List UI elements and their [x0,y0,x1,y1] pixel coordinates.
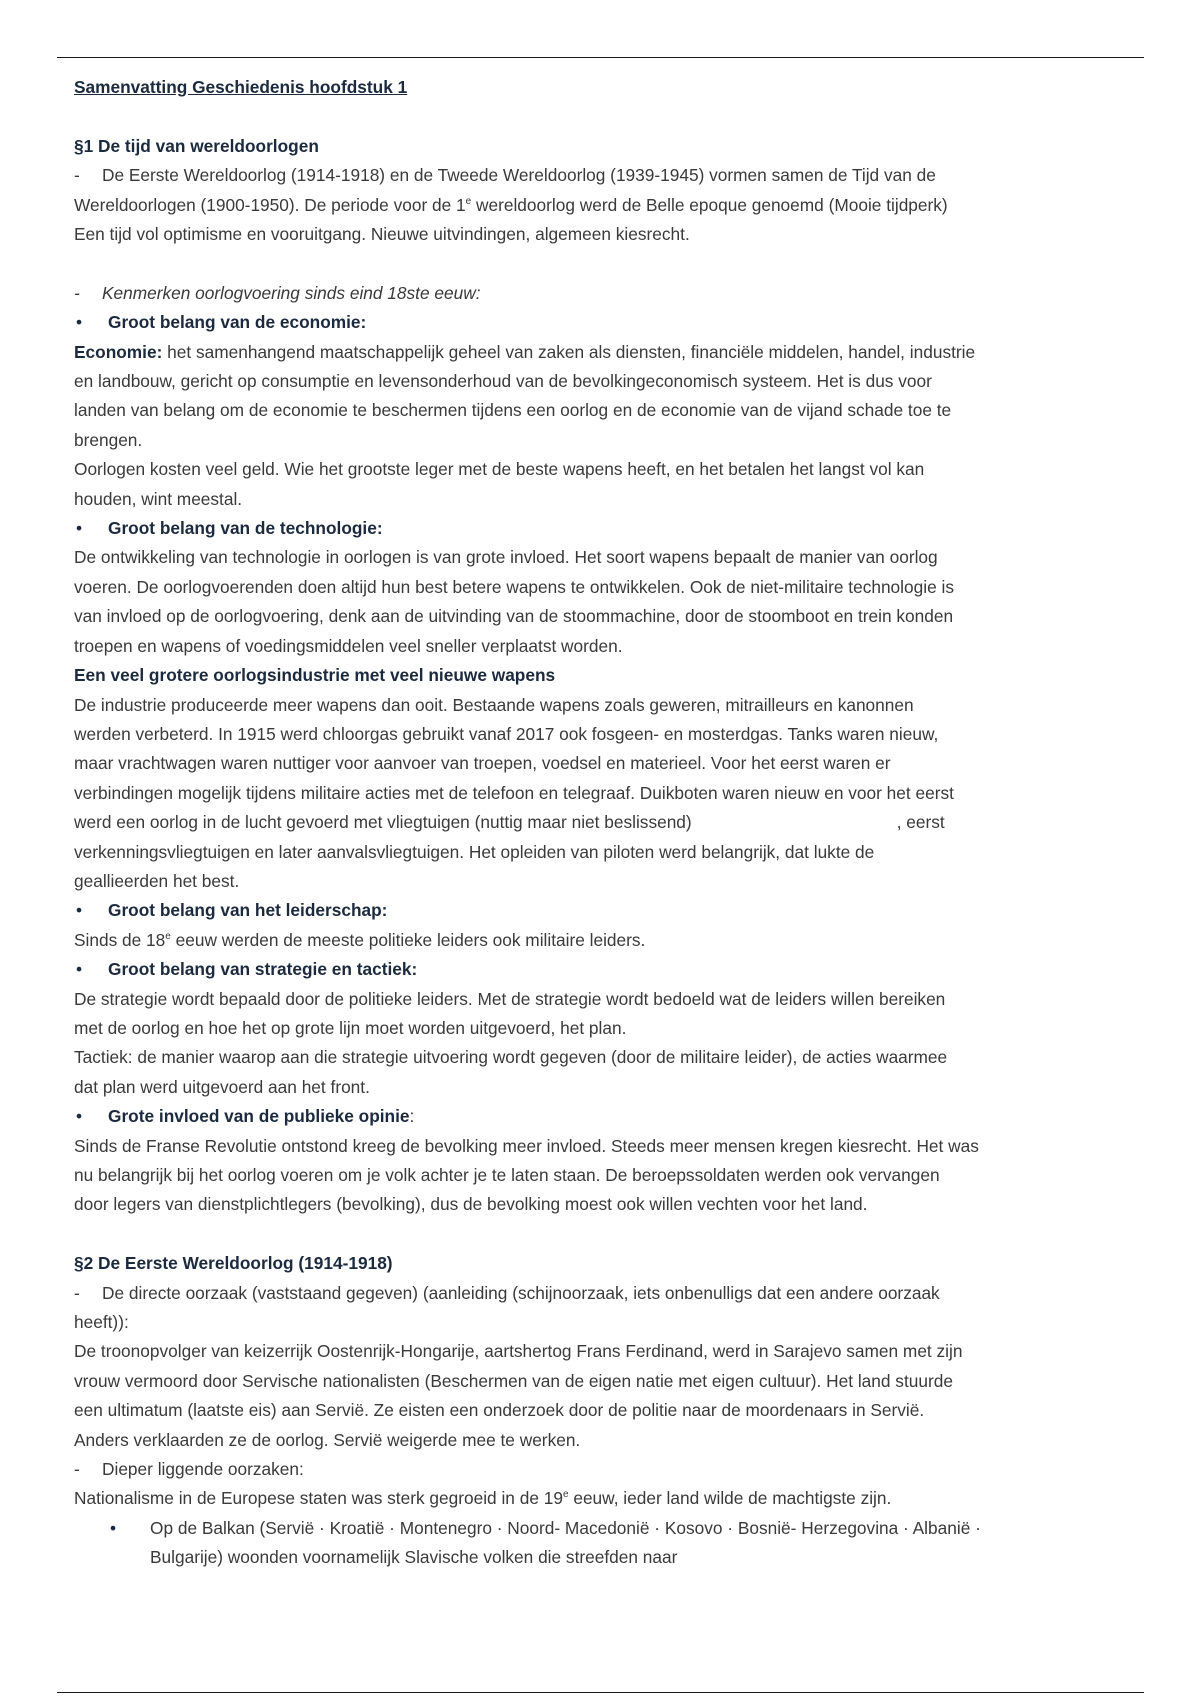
paragraph-line: door legers van dienstplichtlegers (bevolking), dus de bevolking moest ook willen vechten voor het land. [74,1194,868,1215]
industrie-heading: Een veel grotere oorlogsindustrie met veel nieuwe wapens [74,665,556,686]
paragraph-line: voeren. De oorlogvoerenden doen altijd hun best betere wapens te ontwikkelen. Ook de niet-militaire technologie is [74,576,954,597]
bullet-technologie: • Groot belang van de technologie: [74,514,1134,543]
paragraph-line: maar vrachtwagen waren nuttiger voor aanvoer van troepen, voedsel en materieel. Voor het eerst waren er [74,753,891,774]
paragraph-line: - De directe oorzaak (vaststaand gegeven) (aanleiding (schijnoorzaak, iets onbenulligs dat een andere oorzaak [74,1279,1134,1308]
paragraph-line: nu belangrijk bij het oorlog voeren om je volk achter je te laten staan. De beroepssoldaten werden ook vervangen [74,1165,940,1185]
paragraph-line: vrouw vermoord door Servische nationalisten (Beschermen van de eigen natie met eigen cultuur). Het land stuurde [74,1370,953,1391]
bullet-leiderschap: • Groot belang van het leiderschap: [74,896,1134,925]
bullet-strategie: • Groot belang van strategie en tactiek: [74,955,1134,984]
bullet-economie: • Groot belang van de economie: [74,308,1134,337]
document-page [74,73,1134,1573]
paragraph-line: werd een oorlog in de lucht gevoerd met vliegtuigen (nuttig maar niet beslissend) , eerst [74,812,945,833]
paragraph-line: van invloed op de oorlogvoering, denk aan de uitvinding van de stoommachine, door de stoomboot en trein konden [74,606,954,627]
paragraph-line: Oorlogen kosten veel geld. Wie het grootste leger met de beste wapens heeft, en het betalen het langst vol kan [74,459,925,480]
paragraph-line: Anders verklaarden ze de oorlog. Servië weigerde mee te werken. [74,1429,581,1450]
bullet-marker: • [76,518,83,539]
bullet-balkan: • Op de Balkan (Servië · Kroatië · Montenegro · Noord- Macedonië · Kosovo · Bosnië- Herzegovina · Albanië · Bulgarije) woonden voornamelijk Slavische volken die streefden naar [74,1514,1134,1573]
paragraph-line: Economie: het samenhangend maatschappelijk geheel van zaken als diensten, financiële middelen, handel, industrie [74,341,976,362]
header-rule [57,57,1144,58]
paragraph-line: Nationalisme in de Europese staten was sterk gegroeid in de 19e eeuw, ieder land wilde de machtigste zijn. [74,1488,892,1509]
paragraph-line: Sinds de 18e eeuw werden de meeste politieke leiders ook militaire leiders. [74,929,646,950]
paragraph-line: Sinds de Franse Revolutie ontstond kreeg de bevolking meer invloed. Steeds meer mensen kregen kiesrecht. Het was [74,1135,979,1156]
paragraph-line: Tactiek: de manier waarop aan die strategie uitvoering wordt gegeven (door de militaire leider), de acties waarmee [74,1047,948,1068]
dash-marker: - [74,1282,80,1303]
paragraph-line: brengen. [74,429,143,450]
paragraph-line: heeft)): [74,1312,129,1333]
paragraph-line: troepen en wapens of voedingsmiddelen veel sneller verplaatst worden. [74,635,623,656]
bullet-marker: • [110,1517,117,1538]
dash-marker: - [74,282,80,303]
bullet-marker: • [76,1106,83,1127]
paragraph-line: De industrie produceerde meer wapens dan ooit. Bestaande wapens zoals geweren, mitrailleurs en kanonnen [74,694,914,715]
footer-rule [57,1692,1144,1693]
paragraph-line: Een tijd vol optimisme en vooruitgang. Nieuwe uitvindingen, algemeen kiesrecht. [74,224,690,245]
dash-marker: - [74,1459,80,1480]
term-label: Economie: [74,341,163,362]
section-2-heading: §2 De Eerste Wereldoorlog (1914-1918) [74,1253,393,1274]
paragraph-line: geallieerden het best. [74,870,240,891]
document-title: Samenvatting Geschiedenis hoofdstuk 1 [74,77,408,97]
section-1-heading: §1 De tijd van wereldoorlogen [74,135,319,156]
paragraph-line: De strategie wordt bepaald door de politieke leiders. Met de strategie wordt bedoeld wat de leiders willen bereiken [74,988,946,1009]
bullet-marker: • [76,959,83,980]
paragraph-line: De ontwikkeling van technologie in oorlogen is van grote invloed. Het soort wapens bepaalt de manier van oorlog [74,547,938,568]
paragraph-line: verkenningsvliegtuigen en later aanvalsvliegtuigen. Het opleiden van piloten werd belangrijk, dat lukte de [74,841,875,862]
bullet-marker: • [76,900,83,921]
paragraph-line: en landbouw, gericht op consumptie en levensonderhoud van de bevolkingeconomisch systeem. Het is dus voor [74,371,932,392]
paragraph-line: verbindingen mogelijk tijdens militaire acties met de telefoon en telegraaf. Duikboten waren nieuw en voor het eerst [74,782,954,803]
paragraph-line: werden verbeterd. In 1915 werd chloorgas gebruikt vanaf 2017 ook fosgeen- en mosterdgas. Tanks waren nieuw, [74,723,939,744]
paragraph-line: De troonopvolger van keizerrijk Oostenrijk-Hongarije, aartshertog Frans Ferdinand, werd in Sarajevo samen met zijn [74,1341,963,1362]
paragraph-line: - De Eerste Wereldoorlog (1914-1918) en de Tweede Wereldoorlog (1939-1945) vormen samen de Tijd van de [74,161,1134,190]
dash-marker: - [74,165,80,186]
paragraph-line: dat plan werd uitgevoerd aan het front. [74,1076,370,1097]
paragraph-line: een ultimatum (laatste eis) aan Servië. Ze eisten een onderzoek door de politie naar de moordenaars in Servië. [74,1400,925,1421]
paragraph-line: - Dieper liggende oorzaken: [74,1455,1134,1484]
paragraph-line: Wereldoorlogen (1900-1950). De periode voor de 1e wereldoorlog werd de Belle epoque genoemd (Mooie tijdperk) [74,194,948,215]
paragraph-line: met de oorlog en hoe het op grote lijn moet worden uitgevoerd, het plan. [74,1017,627,1038]
paragraph-line: houden, wint meestal. [74,488,243,509]
bullet-publieke-opinie: • Grote invloed van de publieke opinie: [74,1102,1134,1131]
paragraph-line: landen van belang om de economie te beschermen tijdens een oorlog en de economie van de vijand schade toe te [74,400,952,421]
kenmerken-line: - Kenmerken oorlogvoering sinds eind 18ste eeuw: [74,279,1134,308]
bullet-marker: • [76,312,83,333]
